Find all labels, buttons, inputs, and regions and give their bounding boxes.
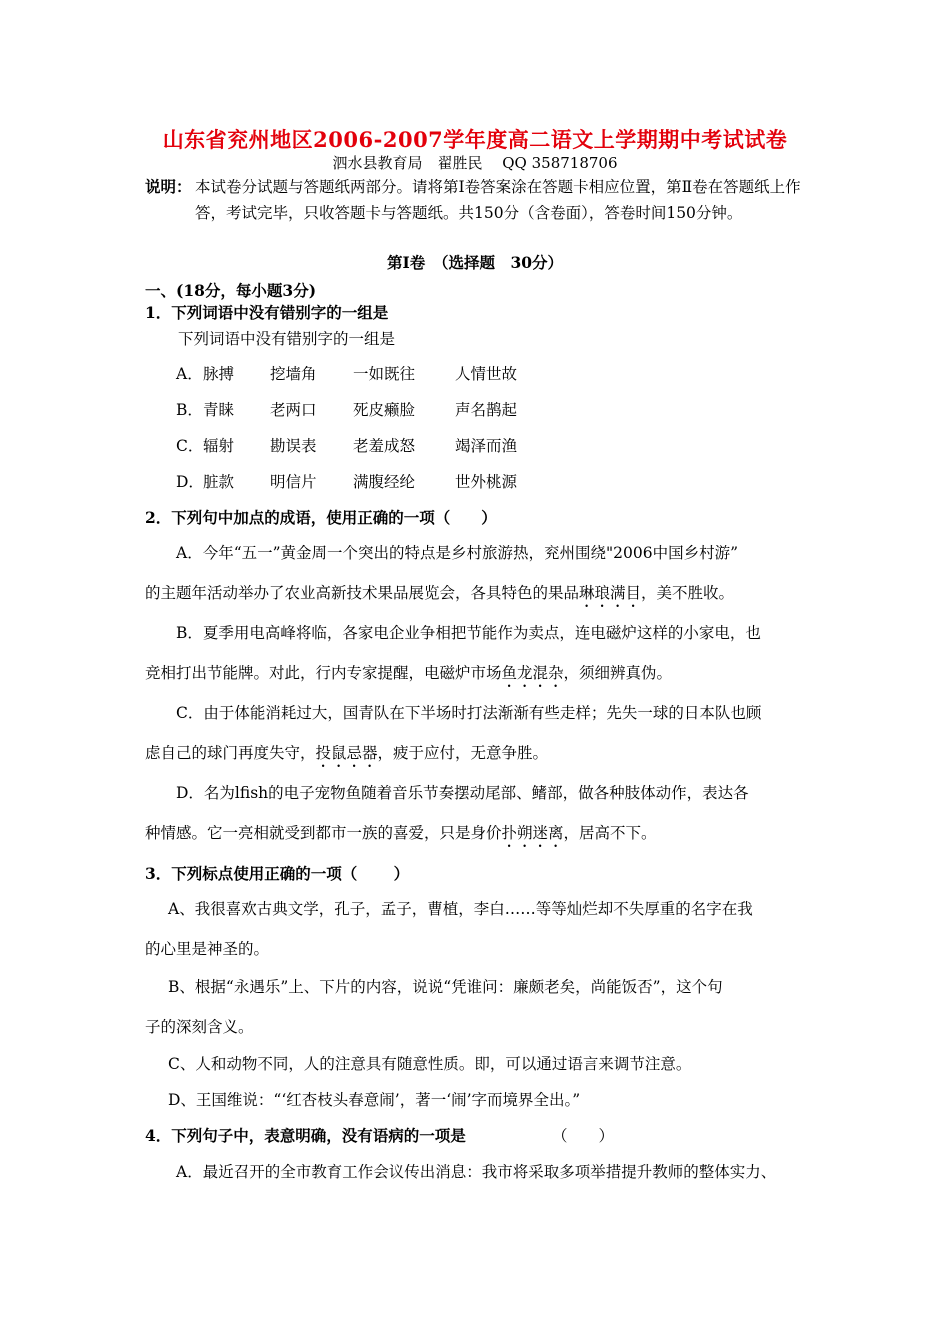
- text-segment: ，疲于应付，无意争胜。: [377, 744, 549, 762]
- option-word: 明信片: [270, 473, 317, 491]
- option-word: 人情世故: [455, 365, 518, 383]
- option-letter: B．: [176, 401, 203, 419]
- author-line: 泗水县教育局 翟胜民 QQ 358718706: [332, 154, 618, 172]
- q3-option-a-line2: 的心里是神圣的。: [145, 940, 270, 958]
- q2-option-b-line2: [145, 661, 672, 691]
- part-label: 一、(18分，每小题3分): [145, 281, 317, 300]
- q3-option-b-line2: 子的深刻含义。: [145, 1018, 254, 1036]
- q2-option-a-line2: [145, 581, 734, 611]
- text-segment: 竞相打出节能牌。对此，行内专家提醒，电磁炉市场: [145, 664, 502, 682]
- q3-option-b-line1: B、根据“永遇乐”上、下片的内容，说说“凭谁问：廉颇老矣，尚能饭否”，这个句: [168, 978, 723, 996]
- exam-title: 山东省兖州地区2006-2007学年度高二语文上学期期中考试试卷: [162, 127, 788, 152]
- option-word: 死皮癞脸: [353, 401, 416, 419]
- text-segment: 种情感。它一亮相就受到都市一族的喜爱，只是身价: [145, 824, 502, 842]
- question-3-title: 3．下列标点使用正确的一项（ ）: [145, 864, 410, 883]
- instructions: [145, 174, 815, 226]
- q2-option-d-line2: [145, 821, 657, 851]
- dotted-idiom: 鱼龙混杂: [501, 664, 564, 682]
- option-word: 脉搏: [203, 365, 235, 383]
- option-word: 满腹经纶: [353, 473, 416, 491]
- option-letter: A．: [176, 365, 203, 383]
- question-1-subtitle: 下列词语中没有错别字的一组是: [178, 330, 396, 348]
- question-4-title: 4．下列句子中，表意明确，没有语病的一项是: [145, 1126, 466, 1145]
- q2-option-c-line1: C．由于体能消耗过大，国青队在下半场时打法渐渐有些走样；先失一球的日本队也顾: [176, 704, 762, 722]
- option-word: 脏款: [203, 473, 235, 491]
- option-word: 青睐: [203, 401, 235, 419]
- option-word: 一如既往: [353, 365, 416, 383]
- option-word: 世外桃源: [455, 473, 518, 491]
- q2-option-a-line1: A．今年“五一”黄金周一个突出的特点是乡村旅游热，兖州围绕"2006中国乡村游”: [176, 544, 739, 562]
- dotted-idiom: 琳琅满目: [579, 584, 642, 602]
- answer-blank: （ ）: [552, 1127, 615, 1145]
- option-word: 竭泽而渔: [455, 437, 518, 455]
- q2-option-d-line1: D．名为lfish的电子宠物鱼随着音乐节奏摆动尾部、鳍部，做各种肢体动作，表达各: [176, 784, 749, 802]
- option-letter: C．: [176, 437, 204, 455]
- q4-option-a-line1: A．最近召开的全市教育工作会议传出消息：我市将采取多项举措提升教师的整体实力、: [176, 1163, 777, 1181]
- text-segment: ，美不胜收。: [641, 584, 735, 602]
- q2-option-c-line2: [145, 741, 548, 771]
- q3-option-c: C、人和动物不同，人的注意具有随意性质。即，可以通过语言来调节注意。: [168, 1055, 692, 1073]
- option-word: 挖墙角: [270, 365, 317, 383]
- q3-option-a-line1: A、我很喜欢古典文学，孔子，孟子，曹植，李白……等等灿烂却不失厚重的名字在我: [168, 900, 753, 918]
- q3-option-d: D、王国维说：“‘红杏枝头春意闹’，著一‘闹’字而境界全出。”: [168, 1091, 581, 1109]
- option-word: 老两口: [270, 401, 317, 419]
- option-letter: D．: [176, 473, 204, 491]
- text-segment: ，居高不下。: [563, 824, 657, 842]
- text-segment: ，须细辨真伪。: [563, 664, 673, 682]
- section-heading: 第Ⅰ卷 （选择题 30分）: [386, 253, 564, 272]
- q2-option-b-line1: B．夏季用电高峰将临，各家电企业争相把节能作为卖点，连电磁炉这样的小家电，也: [176, 624, 761, 642]
- instructions-text: 本试卷分试题与答题纸两部分。请将第Ⅰ卷答案涂在答题卡相应位置，第Ⅱ卷在答题纸上作答，考试完毕，只收答题卡与答题纸。共150分（含卷面），答卷时间150分钟。: [195, 178, 801, 222]
- instructions-label: 说明：: [145, 177, 192, 196]
- option-word: 声名鹊起: [455, 401, 518, 419]
- option-word: 老羞成怒: [353, 437, 416, 455]
- option-word: 勘误表: [270, 437, 317, 455]
- dotted-idiom: 投鼠忌器: [315, 744, 378, 762]
- question-1-title: 1．下列词语中没有错别字的一组是: [145, 303, 389, 322]
- text-segment: 的主题年活动举办了农业高新技术果品展览会，各具特色的果品: [145, 584, 580, 602]
- option-word: 辐射: [203, 437, 235, 455]
- question-2-title: 2．下列句中加点的成语，使用正确的一项（ ）: [145, 508, 497, 527]
- text-segment: 虑自己的球门再度失守，: [145, 744, 316, 762]
- dotted-idiom: 扑朔迷离: [501, 824, 564, 842]
